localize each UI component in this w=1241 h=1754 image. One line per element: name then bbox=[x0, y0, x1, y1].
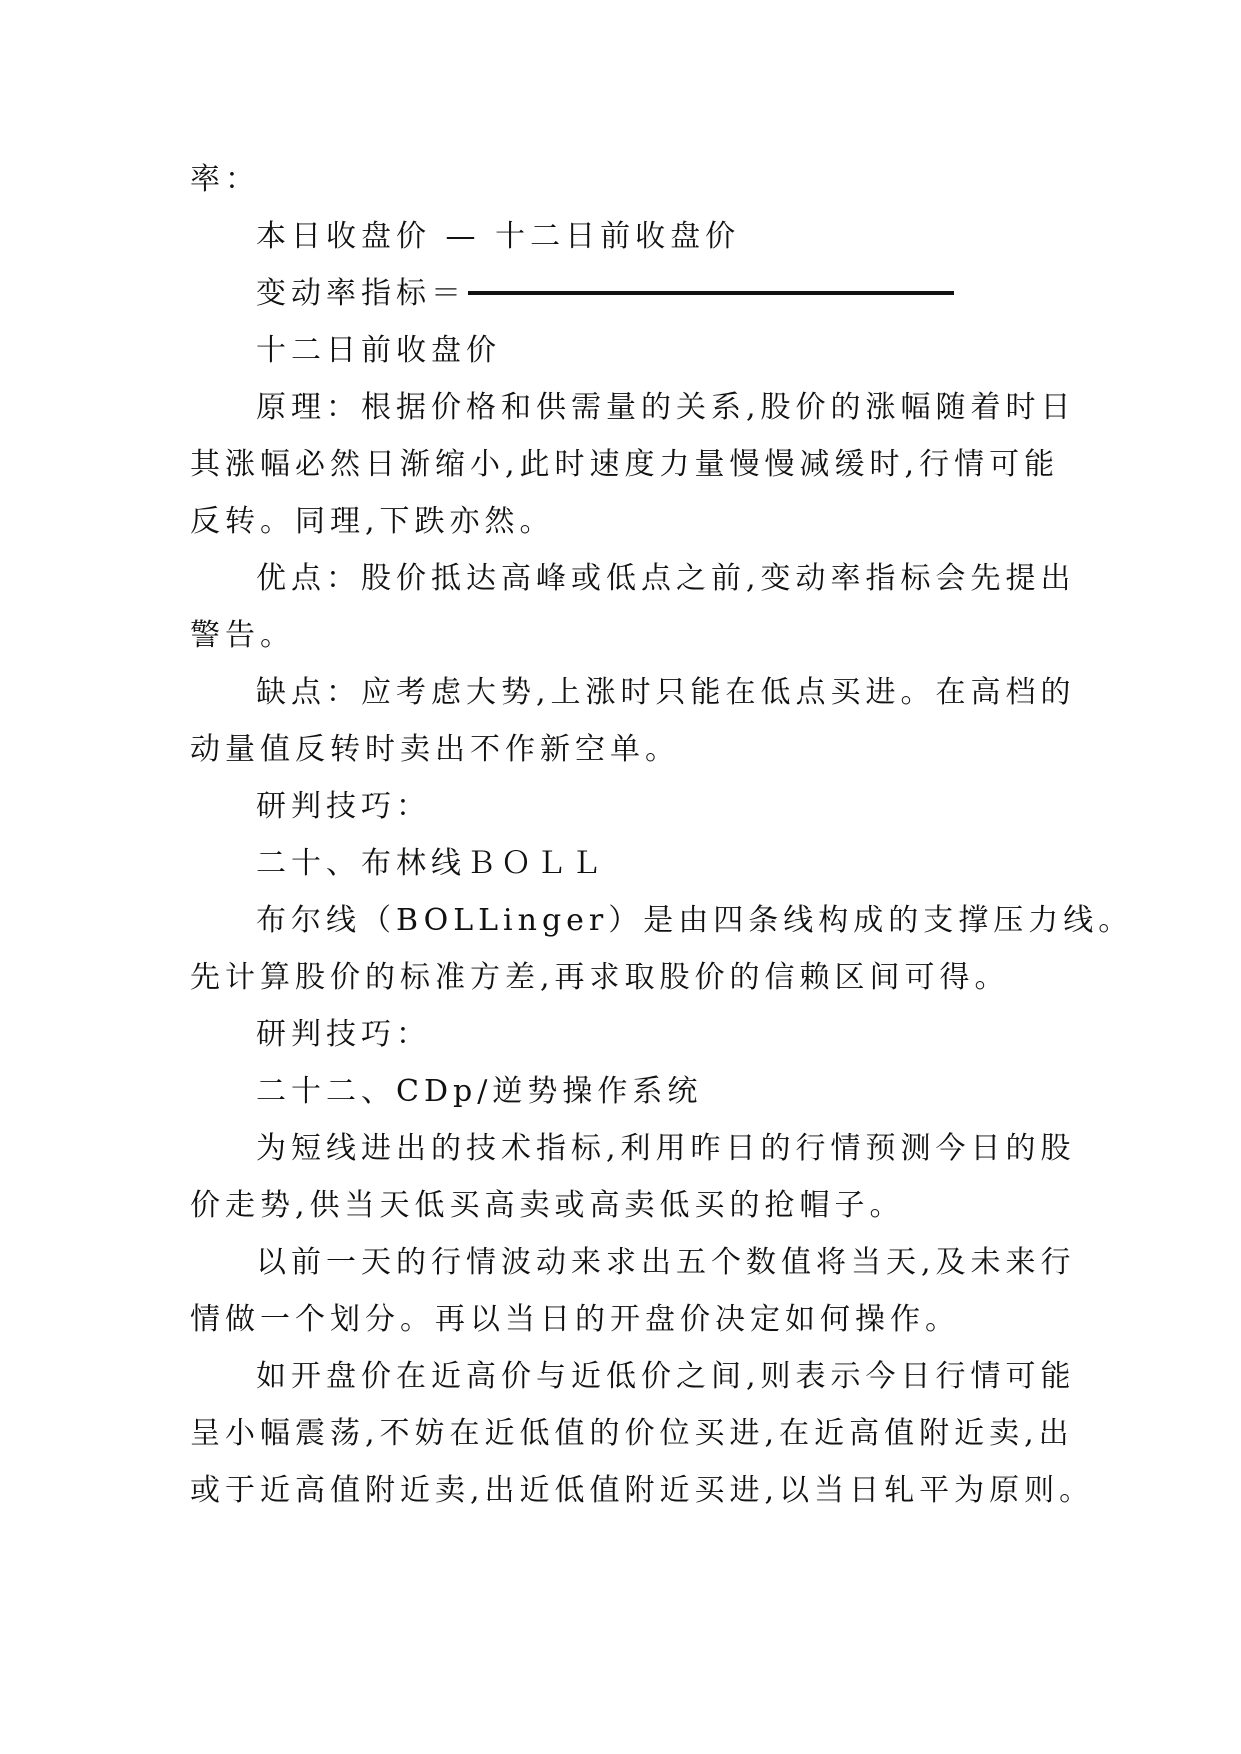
paragraph-line: 原理：根据价格和供需量的关系,股价的涨幅随着时日 bbox=[256, 390, 1076, 425]
fraction-bar bbox=[468, 291, 954, 295]
section-heading: 二十、布林线ＢＯＬＬ bbox=[256, 846, 606, 881]
paragraph-line: 动量值反转时卖出不作新空单。 bbox=[190, 732, 680, 767]
paragraph-line: 先计算股价的标准方差,再求取股价的信赖区间可得。 bbox=[190, 960, 1010, 995]
paragraph-line: 价走势,供当天低买高卖或高卖低买的抢帽子。 bbox=[190, 1188, 905, 1223]
formula-numerator: 本日收盘价 — 十二日前收盘价 bbox=[256, 219, 741, 254]
paragraph-line: 为短线进出的技术指标,利用昨日的行情预测今日的股 bbox=[256, 1131, 1076, 1166]
paragraph-line: 警告。 bbox=[190, 618, 295, 653]
paragraph-line: 其涨幅必然日渐缩小,此时速度力量慢慢减缓时,行情可能 bbox=[190, 447, 1060, 482]
paragraph-line: 或于近高值附近卖,出近低值附近买进,以当日轧平为原则。 bbox=[190, 1473, 1095, 1508]
formula-denominator: 十二日前收盘价 bbox=[256, 333, 501, 368]
paragraph-line: 以前一天的行情波动来求出五个数值将当天,及未来行 bbox=[256, 1245, 1076, 1280]
paragraph-line: 布尔线（BOLLinger）是由四条线构成的支撑压力线。 bbox=[256, 903, 1134, 938]
formula-label: 变动率指标＝ bbox=[256, 276, 466, 311]
text-line: 率： bbox=[190, 162, 260, 197]
paragraph-line: 优点：股价抵达高峰或低点之前,变动率指标会先提出 bbox=[256, 561, 1076, 596]
paragraph-line: 反转。同理,下跌亦然。 bbox=[190, 504, 555, 539]
paragraph-line: 研判技巧： bbox=[256, 789, 431, 824]
paragraph-line: 如开盘价在近高价与近低价之间,则表示今日行情可能 bbox=[256, 1359, 1076, 1394]
paragraph-line: 研判技巧： bbox=[256, 1017, 431, 1052]
paragraph-line: 情做一个划分。再以当日的开盘价决定如何操作。 bbox=[190, 1302, 960, 1337]
formula-line bbox=[256, 274, 954, 314]
paragraph-line: 呈小幅震荡,不妨在近低值的价位买进,在近高值附近卖,出 bbox=[190, 1416, 1074, 1451]
section-heading: 二十二、CDp/逆势操作系统 bbox=[256, 1074, 703, 1109]
paragraph-line: 缺点：应考虑大势,上涨时只能在低点买进。在高档的 bbox=[256, 675, 1076, 710]
